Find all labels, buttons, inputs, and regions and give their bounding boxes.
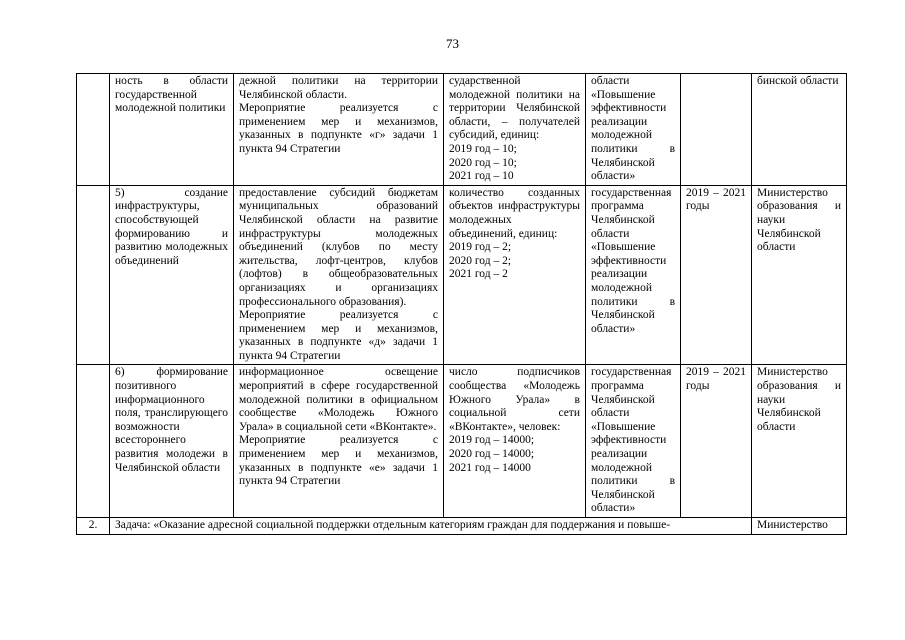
content-paragraph: Мероприятие реализуется с применением мер и механизмов, указанных в подпункте «г» задачи 1 пункта 94 Стратегии — [239, 102, 438, 155]
responsible-cell: бинской области — [752, 74, 847, 186]
indicator-value: 2021 год – 14000 — [449, 461, 531, 474]
task-text-cell: Задача: «Оказание адресной социальной поддержки отдельным категориям граждан для поддержания и повыше- — [110, 518, 752, 535]
indicator-value: 2020 год – 10; — [449, 156, 517, 169]
period-cell — [681, 74, 752, 186]
indicator-value: 2019 год – 10; — [449, 142, 517, 155]
content-paragraph: информационное освещение мероприятий в сфере государственной молодежной политики в официальном сообществе «Молодежь Южного Урала» в социальной сети «ВКонтакте». — [239, 366, 438, 433]
page-number: 73 — [446, 36, 459, 51]
indicator-cell — [444, 74, 586, 186]
table-row — [77, 74, 847, 186]
indicator-text: число подписчиков сообщества «Молодежь Южного Урала» в социальной сети «ВКонтакте», человек: — [449, 366, 580, 433]
strategy-activities-table — [76, 73, 847, 535]
row-number-cell — [77, 185, 110, 365]
table-row — [77, 365, 847, 518]
indicator-text: количество созданных объектов инфраструктуры молодежных объединений, единиц: — [449, 186, 580, 240]
period-cell: 2019 – 2021 годы — [681, 365, 752, 518]
indicator-value: 2020 год – 2; — [449, 254, 512, 267]
responsible-cell: Министерство образования и науки Челябинской области — [752, 185, 847, 365]
indicator-value: 2019 год – 2; — [449, 241, 512, 254]
indicator-value: 2019 год – 14000; — [449, 434, 535, 447]
row-number-cell — [77, 74, 110, 186]
program-cell: области «Повышение эффективности реализации молодежной политики в Челябинской области» — [586, 74, 681, 186]
responsible-cell: Министерство образования и науки Челябинской области — [752, 365, 847, 518]
task-responsible-cell: Министерство — [752, 518, 847, 535]
table-row — [77, 185, 847, 365]
indicator-value: 2020 год – 14000; — [449, 448, 535, 461]
activity-cell: ность в области государственной молодежной политики — [110, 74, 234, 186]
activity-cell: 5) создание инфраструктуры, способствующей формированию и развитию молодежных объединений — [110, 185, 234, 365]
content-paragraph: Мероприятие реализуется с применением мер и механизмов, указанных в подпункте «е» задачи 1 пункта 94 Стратегии — [239, 434, 438, 488]
content-paragraph: Мероприятие реализуется с применением мер и механизмов, указанных в подпункте «д» задачи 1 пункта 94 Стратегии — [239, 309, 438, 362]
content-paragraph: дежной политики на территории Челябинской области. — [239, 75, 438, 101]
activity-cell: 6) формирование позитивного информационного поля, транслирующего возможности всестороннего развития молодежи в Челябинской области — [110, 365, 234, 518]
content-paragraph: предоставление субсидий бюджетам муниципальных образований Челябинской области на развитие инфраструктуры молодежных объединений (клубов по месту жительства, лофт-центров, клубов (лофтов) в общеобразовательных организациях и организациях профессионального образования). — [239, 186, 438, 308]
content-cell — [234, 185, 444, 365]
task-row — [77, 518, 847, 535]
period-cell: 2019 – 2021 годы — [681, 185, 752, 365]
indicator-cell — [444, 185, 586, 365]
program-cell: государственная программа Челябинской области «Повышение эффективности реализации молодежной политики в Челябинской области» — [586, 365, 681, 518]
indicator-text: сударственной молодежной политики на территории Челябинской области, – получателей субсидий, единиц: — [449, 75, 580, 142]
indicator-cell — [444, 365, 586, 518]
program-cell: государственная программа Челябинской области «Повышение эффективности реализации молодежной политики в Челябинской области» — [586, 185, 681, 365]
content-cell — [234, 365, 444, 518]
task-number-cell: 2. — [77, 518, 110, 535]
row-number-cell — [77, 365, 110, 518]
indicator-value: 2021 год – 10 — [449, 170, 514, 183]
indicator-value: 2021 год – 2 — [449, 268, 508, 281]
content-cell — [234, 74, 444, 186]
